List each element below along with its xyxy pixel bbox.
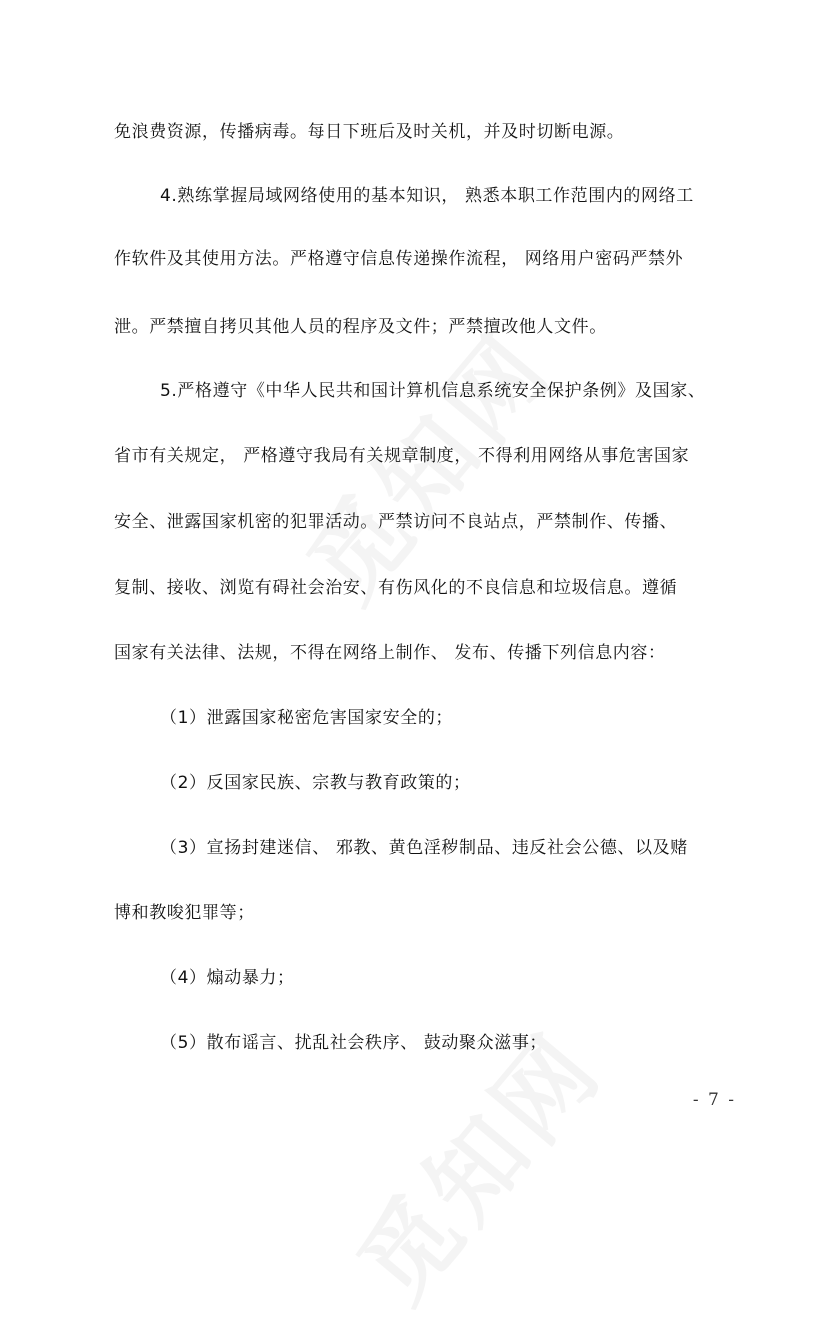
text-line-3: 作软件及其使用方法。严格遵守信息传递操作流程， 网络用户密码严禁外 [114, 249, 684, 269]
watermark [272, 262, 588, 608]
text-line-4: 泄。严禁擅自拷贝其他人员的程序及文件；严禁擅改他人文件。 [114, 317, 607, 337]
list-item-3: （3）宣扬封建迷信、 邪教、黄色淫秽制品、违反社会公德、以及赌 [160, 838, 688, 858]
page-number: - 7 - [692, 1090, 736, 1110]
text-line-9: 国家有关法律、法规，不得在网络上制作、 发布、传播下列信息内容： [114, 643, 666, 663]
list-item-4: （4）煽动暴力； [160, 968, 295, 988]
text-line-7: 安全、泄露国家机密的犯罪活动。严禁访问不良站点，严禁制作、传播、 [114, 512, 678, 532]
text-line-5: 5.严格遵守《中华人民共和国计算机信息系统安全保护条例》及国家、 [160, 381, 706, 401]
text-line-6: 省市有关规定， 严格遵守我局有关规章制度， 不得利用网络从事危害国家 [114, 446, 690, 466]
watermark-bottom [322, 962, 638, 1308]
text-line-1: 免浪费资源，传播病毒。每日下班后及时关机，并及时切断电源。 [114, 122, 625, 142]
list-item-1: （1）泄露国家秘密危害国家安全的； [160, 708, 454, 728]
list-item-3-continued: 博和教唆犯罪等； [114, 903, 255, 923]
list-item-2: （2）反国家民族、宗教与教育政策的； [160, 773, 471, 793]
text-line-2: 4.熟练掌握局域网络使用的基本知识， 熟悉本职工作范围内的网络工 [160, 186, 694, 206]
text-line-8: 复制、接收、浏览有碍社会治安、有伤风化的不良信息和垃圾信息。遵循 [114, 578, 678, 598]
list-item-5: （5）散布谣言、扰乱社会秩序、 鼓动聚众滋事； [160, 1033, 548, 1053]
